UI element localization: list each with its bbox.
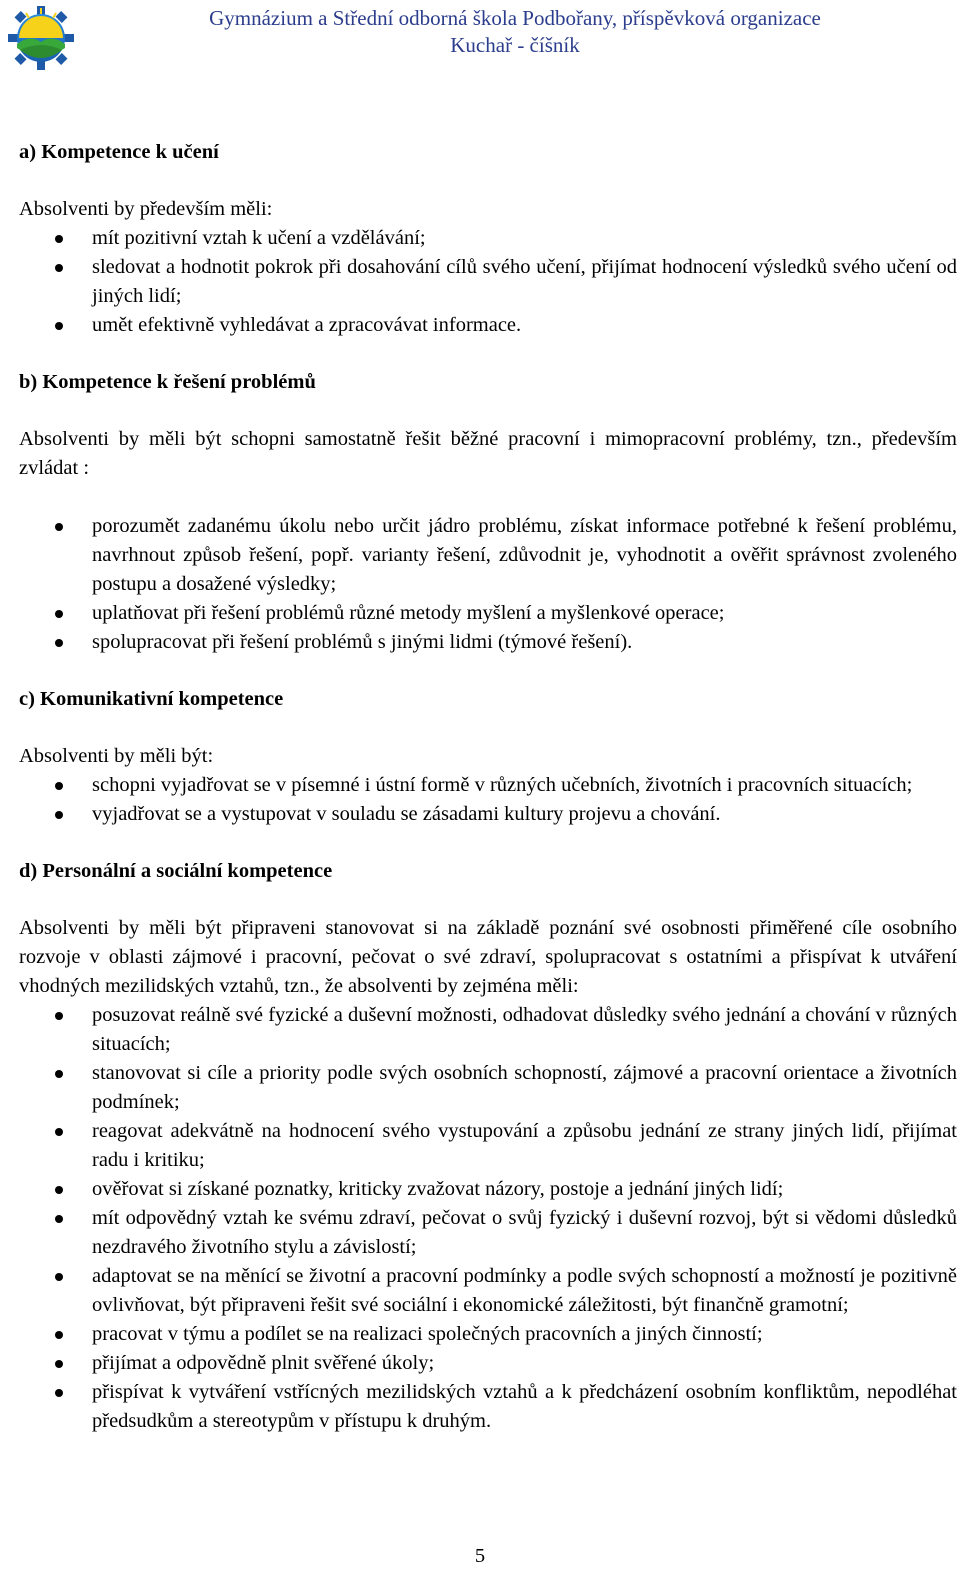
list-item: přispívat k vytváření vstřícných mezilidských vztahů a k předcházení osobním konfliktům, nepodléhat předsudkům a stereotypům v přístupu k druhým. <box>19 1378 957 1436</box>
list-item: sledovat a hodnotit pokrok při dosahování cílů svého učení, přijímat hodnocení výsledků svého učení od jiných lidí; <box>19 253 957 311</box>
school-gear-logo-icon <box>6 4 76 72</box>
list-item: přijímat a odpovědně plnit svěřené úkoly; <box>19 1349 957 1378</box>
bullet-icon <box>55 1070 63 1078</box>
page-header <box>0 0 960 80</box>
section-heading-b: b) Kompetence k řešení problémů <box>19 371 316 393</box>
list-item: ověřovat si získané poznatky, kriticky zvažovat názory, postoje a jednání jiných lidí; <box>19 1175 957 1204</box>
list-item: uplatňovat při řešení problémů různé metody myšlení a myšlenkové operace; <box>19 599 957 628</box>
bullet-icon <box>55 1012 63 1020</box>
list-item: vyjadřovat se a vystupovat v souladu se zásadami kultury projevu a chování. <box>19 800 957 829</box>
list-item: spolupracovat při řešení problémů s jinými lidmi (týmové řešení). <box>19 628 957 657</box>
list-item: mít pozitivní vztah k učení a vzdělávání; <box>19 224 957 253</box>
list-item: mít odpovědný vztah ke svému zdraví, pečovat o svůj fyzický i duševní rozvoj, být si vědomi důsledků nezdravého životního stylu a závislostí; <box>19 1204 957 1262</box>
section-heading-c: c) Komunikativní kompetence <box>19 688 284 710</box>
bullet-icon <box>55 322 63 330</box>
bullet-list-a <box>19 224 957 340</box>
bullet-icon <box>55 235 63 243</box>
bullet-icon <box>55 264 63 272</box>
list-item: adaptovat se na měnící se životní a pracovní podmínky a podle svých schopností a možností je pozitivně ovlivňovat, být připraveni řešit své sociální i ekonomické záležitosti, být finančně gramotní; <box>19 1262 957 1320</box>
document-body <box>19 138 957 1436</box>
bullet-icon <box>55 1389 63 1397</box>
bullet-list-d <box>19 1001 957 1436</box>
bullet-icon <box>55 1215 63 1223</box>
page-number: 5 <box>474 1545 486 1567</box>
section-heading-d: d) Personální a sociální kompetence <box>19 860 333 882</box>
bullet-icon <box>55 1360 63 1368</box>
section-intro-c: Absolventi by měli být: <box>19 745 214 767</box>
list-item: umět efektivně vyhledávat a zpracovávat informace. <box>19 311 957 340</box>
bullet-list-b <box>19 512 957 657</box>
bullet-icon <box>55 523 63 531</box>
header-text <box>90 5 940 59</box>
section-intro-a: Absolventi by především měli: <box>19 198 273 220</box>
section-intro-b: Absolventi by měli být schopni samostatně řešit běžné pracovní i mimopracovní problémy, tzn., především zvládat : <box>19 428 957 479</box>
bullet-icon <box>55 639 63 647</box>
bullet-icon <box>55 610 63 618</box>
section-intro-d: Absolventi by měli být připraveni stanovovat si na základě poznání své osobnosti přiměřené cíle osobního rozvoje v oblasti zájmové i pracovní, pečovat o své zdraví, spolupracovat s ostatními a přispívat k utváření vhodných mezilidských vztahů, tzn., že absolventi by zejména měli: <box>19 917 957 997</box>
list-item: reagovat adekvátně na hodnocení svého vystupování a způsobu jednání ze strany jiných lidí, přijímat radu i kritiku; <box>19 1117 957 1175</box>
program-name: Kuchař - číšník <box>450 33 580 57</box>
bullet-icon <box>55 782 63 790</box>
bullet-icon <box>55 811 63 819</box>
bullet-icon <box>55 1128 63 1136</box>
list-item: schopni vyjadřovat se v písemné i ústní formě v různých učebních, životních i pracovních situacích; <box>19 771 957 800</box>
bullet-icon <box>55 1331 63 1339</box>
bullet-icon <box>55 1273 63 1281</box>
list-item: posuzovat reálně své fyzické a duševní možnosti, odhadovat důsledky svého jednání a chování v různých situacích; <box>19 1001 957 1059</box>
bullet-icon <box>55 1186 63 1194</box>
school-name: Gymnázium a Střední odborná škola Podbořany, příspěvková organizace <box>209 6 821 30</box>
list-item: stanovovat si cíle a priority podle svých osobních schopností, zájmové a pracovní orientace a životních podmínek; <box>19 1059 957 1117</box>
section-heading-a: a) Kompetence k učení <box>19 141 219 163</box>
list-item: porozumět zadanému úkolu nebo určit jádro problému, získat informace potřebné k řešení problému, navrhnout způsob řešení, popř. varianty řešení, zdůvodnit je, vyhodnotit a ověřit správnost zvoleného postupu a dosažené výsledky; <box>19 512 957 599</box>
bullet-list-c <box>19 771 957 829</box>
list-item: pracovat v týmu a podílet se na realizaci společných pracovních a jiných činností; <box>19 1320 957 1349</box>
